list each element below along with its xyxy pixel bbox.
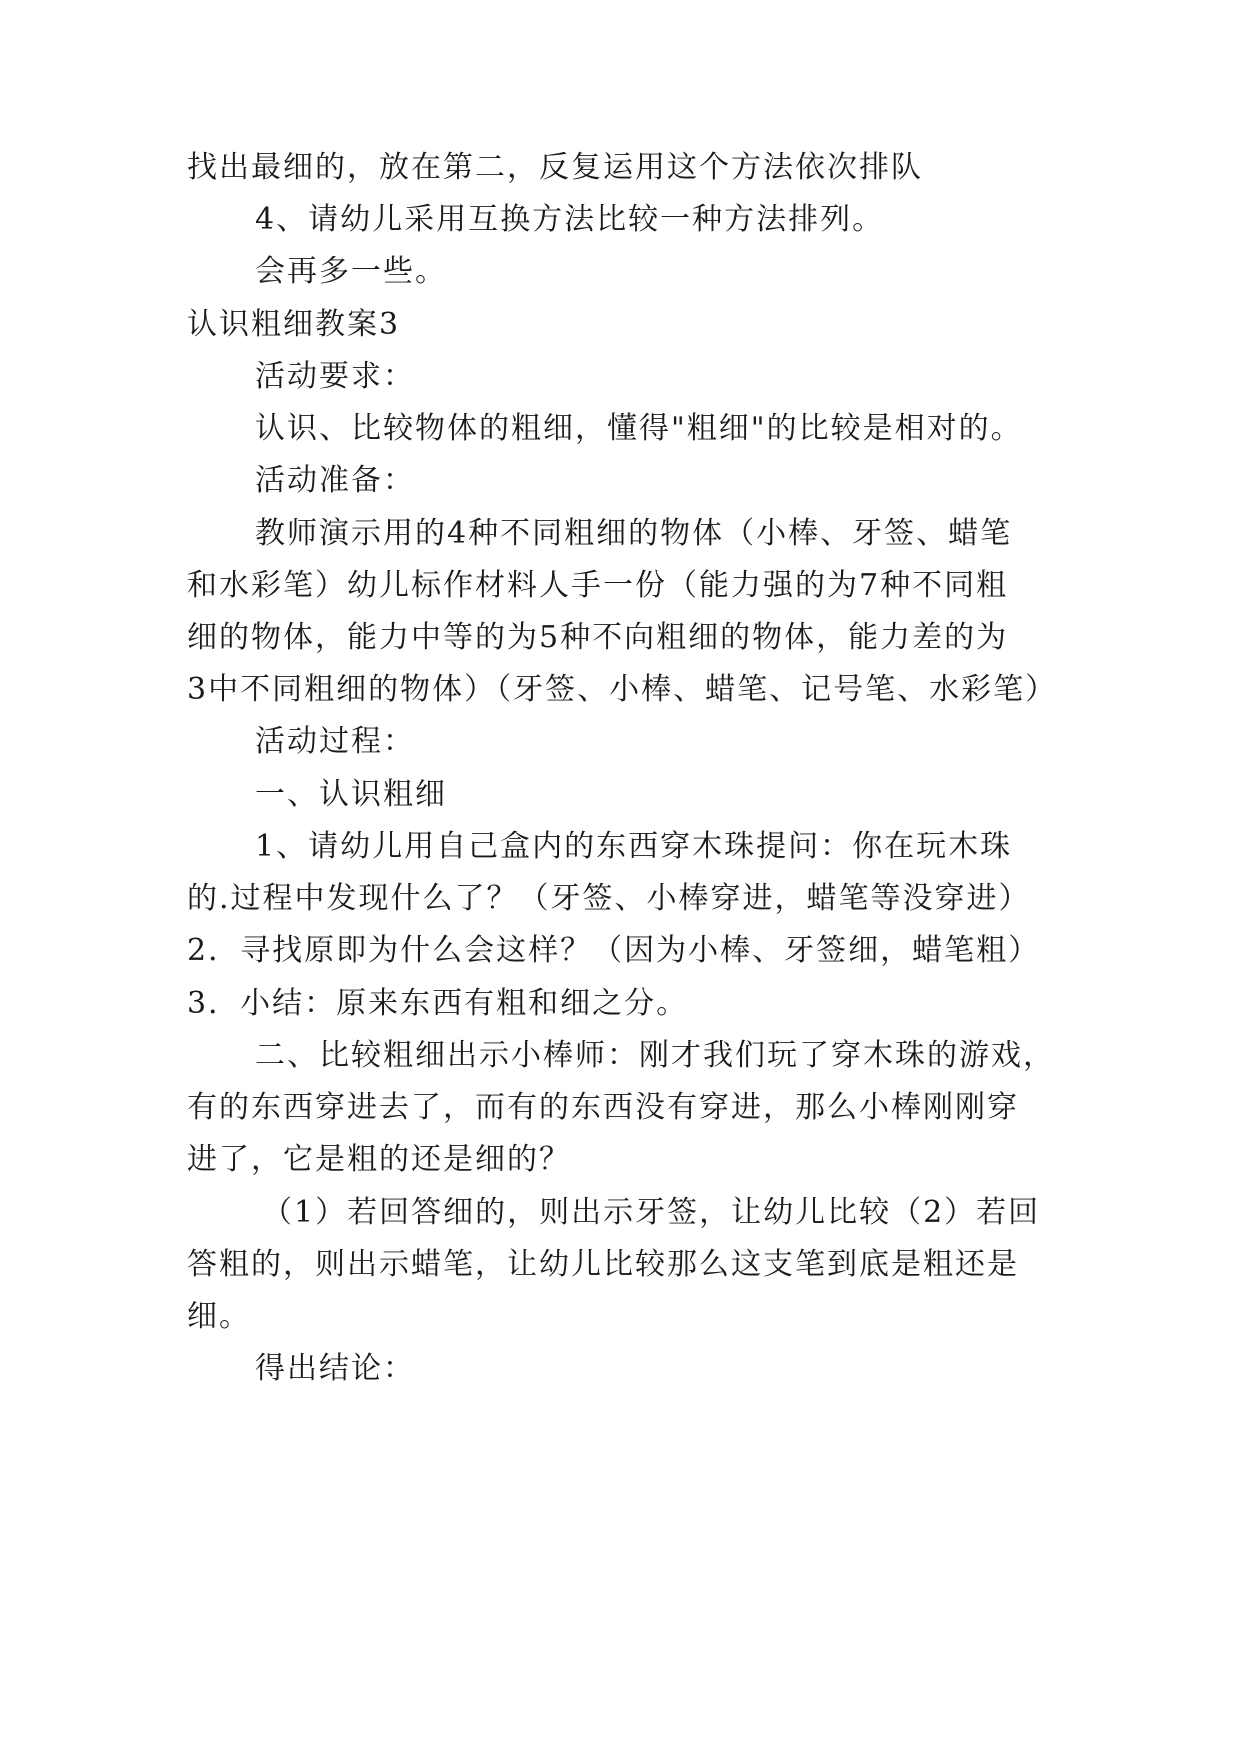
text-line: 1、请幼儿用自己盒内的东西穿木珠提问：你在玩木珠 <box>255 829 1013 864</box>
text-line: 进了，它是粗的还是细的？ <box>187 1142 571 1177</box>
text-line: 答粗的，则出示蜡笔，让幼儿比较那么这支笔到底是粗还是 <box>187 1247 1019 1282</box>
text-line: 得出结论： <box>255 1351 415 1386</box>
text-line: 和水彩笔）幼儿标作材料人手一份（能力强的为7种不同粗 <box>187 568 1009 603</box>
text-line: 4、请幼儿采用互换方法比较一种方法排列。 <box>255 202 885 237</box>
text-line: 细。 <box>187 1299 251 1334</box>
text-line: 3中不同粗细的物体）（牙签、小棒、蜡笔、记号笔、水彩笔） <box>187 672 1058 707</box>
text-line: （1）若回答细的，则出示牙签，让幼儿比较（2）若回 <box>262 1195 1041 1230</box>
text-line: 一、认识粗细 <box>255 777 447 812</box>
text-line: 会再多一些。 <box>255 254 447 289</box>
text-line: 活动要求： <box>255 359 415 394</box>
text-line: 活动过程： <box>255 724 415 759</box>
text-line: 3．小结：原来东西有粗和细之分。 <box>187 986 689 1021</box>
text-line: 细的物体，能力中等的为5种不向粗细的物体，能力差的为 <box>187 620 1009 655</box>
text-line: 2．寻找原即为什么会这样？（因为小棒、牙签细，蜡笔粗） <box>187 933 1041 968</box>
text-line: 找出最细的，放在第二，反复运用这个方法依次排队 <box>187 150 923 185</box>
section-title: 认识粗细教案3 <box>187 307 401 342</box>
text-line: 的.过程中发现什么了？（牙签、小棒穿进，蜡笔等没穿进） <box>187 881 1031 916</box>
text-line: 二、比较粗细出示小棒师：刚才我们玩了穿木珠的游戏， <box>255 1038 1055 1073</box>
text-line: 教师演示用的4种不同粗细的物体（小棒、牙签、蜡笔 <box>255 516 1013 551</box>
text-line: 认识、比较物体的粗细，懂得"粗细"的比较是相对的。 <box>255 411 1023 446</box>
text-line: 有的东西穿进去了，而有的东西没有穿进，那么小棒刚刚穿 <box>187 1090 1019 1125</box>
text-line: 活动准备： <box>255 463 415 498</box>
